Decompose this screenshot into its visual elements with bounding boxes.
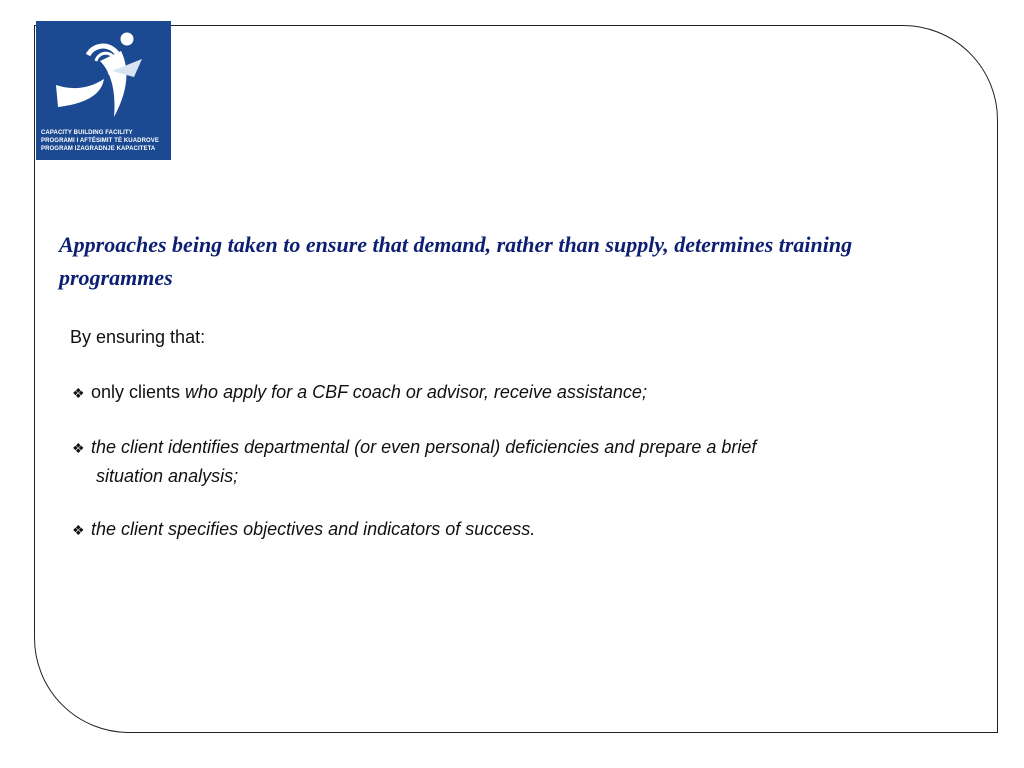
logo-line-1: CAPACITY BUILDING FACILITY <box>41 130 133 136</box>
bullet-1-plain: only clients <box>91 382 186 402</box>
intro-text: By ensuring that: <box>70 327 206 347</box>
diamond-bullet-icon: ❖ <box>72 385 85 401</box>
cbf-emblem-icon <box>36 21 171 131</box>
diamond-bullet-icon: ❖ <box>72 440 85 456</box>
cbf-logo <box>36 21 171 160</box>
heading-line-1: Approaches being taken to ensure that demand, rather than supply, determines training <box>59 232 853 257</box>
heading-line-2: programmes <box>59 265 173 290</box>
slide-heading <box>59 228 1024 294</box>
logo-line-3: PROGRAM IZAGRADNJE KAPACITETA <box>41 146 156 152</box>
bullet-3-italic: the client specifies objectives and indicators of success. <box>91 519 536 539</box>
bullet-item-3 <box>72 515 535 544</box>
bullet-item-2 <box>72 433 972 490</box>
bullet-2-continuation: situation analysis; <box>96 466 239 486</box>
diamond-bullet-icon: ❖ <box>72 522 85 538</box>
logo-line-2: PROGRAMI I AFTËSIMIT TË KUADROVE <box>41 138 159 144</box>
bullet-item-1 <box>72 378 647 407</box>
bullet-1-italic: who apply for a CBF coach or advisor, receive assistance; <box>185 382 647 402</box>
bullet-2-italic: the client identifies departmental (or even personal) deficiencies and prepare a brief <box>91 437 757 457</box>
